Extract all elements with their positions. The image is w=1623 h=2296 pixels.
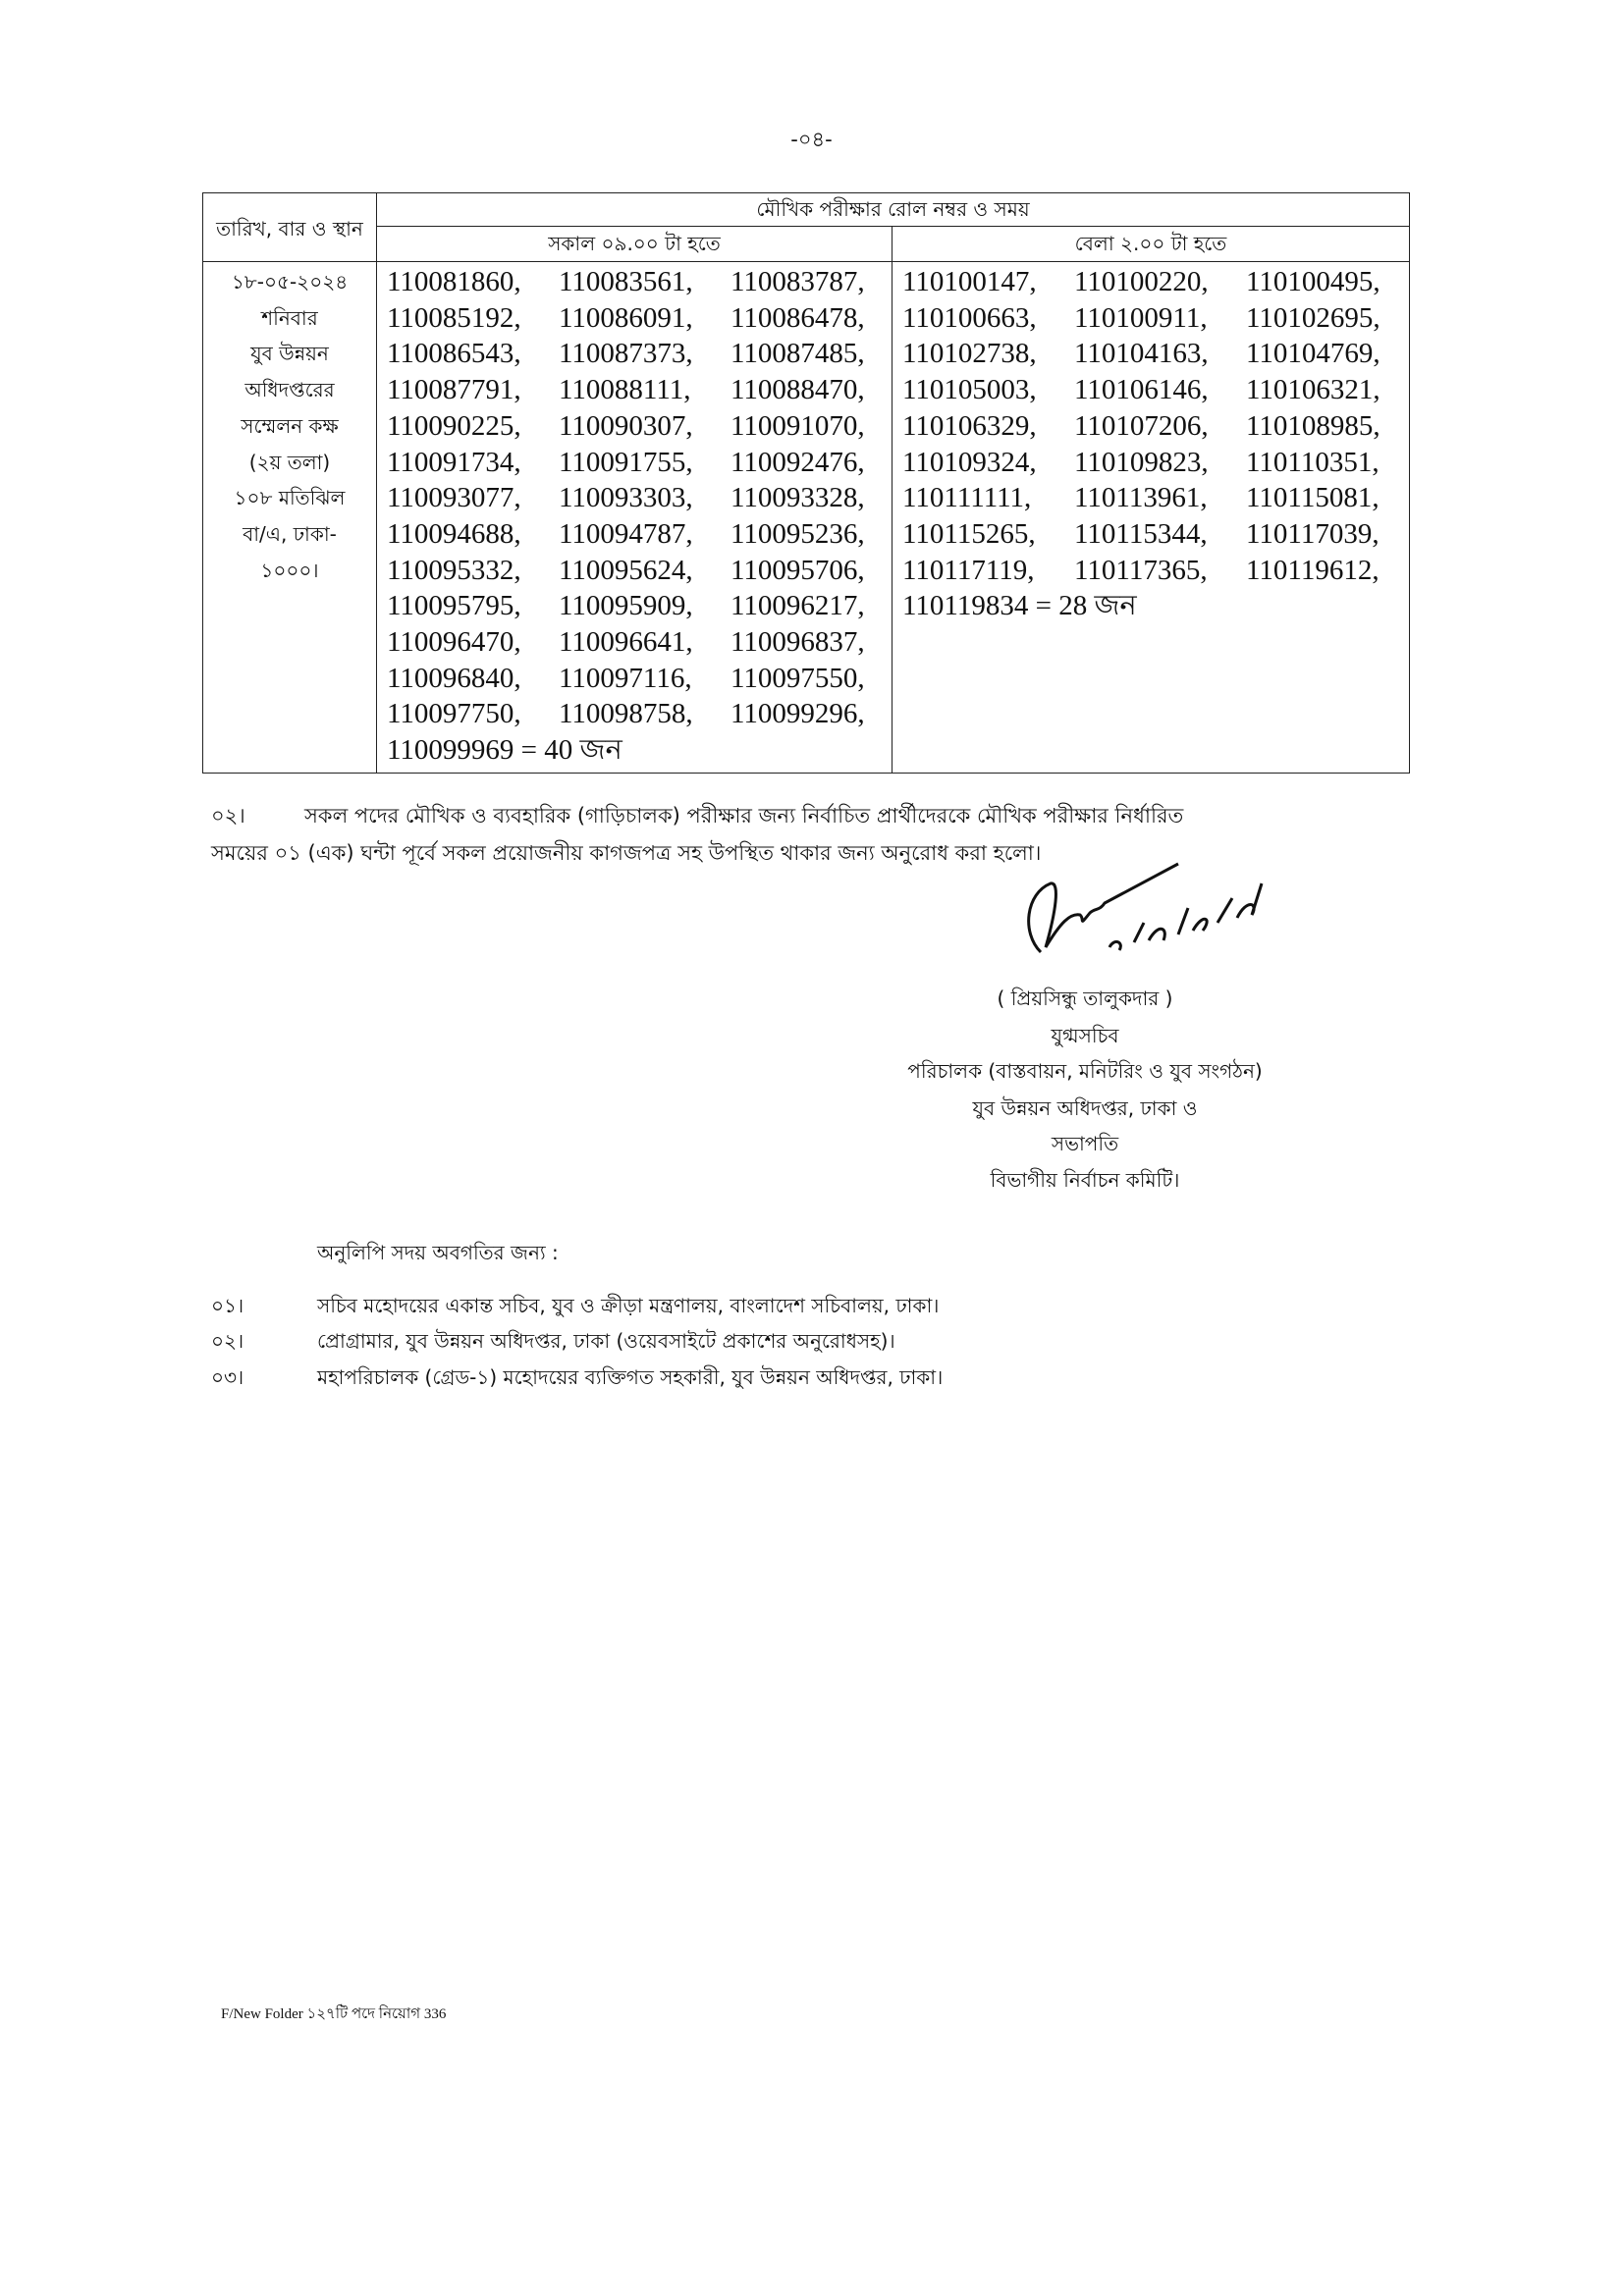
roll-number: 110097116, [559,662,692,694]
roll-number: 110106321, [1246,374,1380,406]
roll-number: 110105003, [902,374,1037,406]
roll-number: 110115344, [1074,517,1208,550]
place-line: ১৮-০৫-২০২৪ [231,270,349,294]
place-line: অধিদপ্তরের [244,378,335,402]
roll-number: 110106329, [902,409,1037,442]
roll-row [902,336,1409,372]
roll-number: 110086478, [730,301,865,334]
signatory-committee: বিভাগীয় নির্বাচন কমিটি। [990,1168,1180,1192]
afternoon-rolls-cell [893,262,1410,774]
roll-number: 110100911, [1074,301,1208,334]
note-line-1: সকল পদের মৌখিক ও ব্যবহারিক (গাড়িচালক) পরীক্ষার জন্য নির্বাচিত প্রার্থীদেরকে মৌখিক পরীক্ষার নির্ধারিত [304,804,1184,828]
main-header: মৌখিক পরীক্ষার রোল নম্বর ও সময় [377,193,1410,227]
roll-row [387,445,892,481]
roll-number: 110083561, [559,266,693,297]
roll-number: 110088111, [559,374,691,406]
roll-number: 110102695, [1246,301,1380,334]
roll-number: 110098758, [559,698,693,730]
roll-number: 110109324, [902,446,1037,478]
roll-number: 110083787, [730,266,865,297]
signatory-office: যুব উন্নয়ন অধিদপ্তর, ঢাকা ও [972,1096,1198,1120]
signatory-name: ( প্রিয়সিন্ধু তালুকদার ) [997,987,1173,1010]
copy-item-text: সচিব মহোদয়ের একান্ত সচিব, যুব ও ক্রীড়া মন্ত্রণালয়, বাংলাদেশ সচিবালয়, ঢাকা। [317,1294,940,1317]
roll-number: 110119612, [1246,554,1380,586]
roll-number: 110096837, [730,626,865,659]
roll-number: 110090307, [559,409,693,442]
roll-number: 110081860, [387,266,521,297]
roll-row [387,264,892,300]
roll-row [387,516,892,553]
roll-number: 110093303, [559,482,693,514]
roll-number: 110107206, [1074,409,1209,442]
roll-number: 110093328, [730,482,865,514]
roll-number: 110113961, [1074,482,1208,514]
roll-row [387,696,892,732]
roll-number: 110091755, [559,446,693,478]
roll-number: 110087791, [387,374,521,406]
roll-row [387,300,892,337]
file-path-footer: F/New Folder ১২৭টি পদে নিয়োগ 336 [221,2006,447,2022]
roll-number: 110115265, [902,517,1036,550]
roll-number: 110100220, [1074,266,1209,297]
place-line: ১০৮ মতিঝিল [234,486,346,510]
roll-number: 110117039, [1246,517,1380,550]
roll-number: 110092476, [730,446,865,478]
roll-total: 110099969 = 40 জন [387,734,622,767]
roll-number: 110086091, [559,301,693,334]
roll-number: 110100495, [1246,266,1380,297]
copy-item-text: মহাপরিচালক (গ্রেড-১) মহোদয়ের ব্যক্তিগত সহকারী, যুব উন্নয়ন অধিদপ্তর, ঢাকা। [317,1365,944,1389]
roll-number: 110100147, [902,266,1037,297]
roll-number: 110091070, [730,409,865,442]
roll-number: 110096641, [559,626,693,659]
roll-row [387,624,892,661]
roll-number: 110091734, [387,446,521,478]
roll-number: 110117119, [902,554,1035,586]
copy-item-number: ০১। [211,1294,244,1317]
roll-row [387,336,892,372]
roll-number: 110086543, [387,338,521,370]
roll-row [387,480,892,516]
roll-number: 110115081, [1246,482,1380,514]
place-line: (২য় তলা) [248,450,331,474]
morning-rolls-cell [377,262,893,774]
roll-row [902,553,1409,589]
roll-number: 110095236, [730,517,865,550]
roll-number: 110087485, [730,338,865,370]
roll-number: 110097550, [730,662,865,694]
exam-schedule-table [202,192,1410,774]
roll-row [902,516,1409,553]
copy-item-number: ০২। [211,1329,244,1353]
note-number: ০২। [211,804,245,828]
roll-row [387,372,892,408]
roll-number: 110095624, [559,554,693,586]
page-number: -০৪- [790,128,833,151]
signatory-chair: সভাপতি [1051,1132,1119,1155]
roll-row [387,408,892,445]
roll-number: 110095332, [387,554,521,586]
roll-number: 110108985, [1246,409,1380,442]
place-line: যুব উন্নয়ন [250,342,329,366]
roll-number: 110109823, [1074,446,1209,478]
roll-number: 110117365, [1074,554,1208,586]
roll-number: 110085192, [387,301,521,334]
afternoon-header: বেলা ২.০০ টা হতে [893,227,1410,262]
place-line: বা/এ, ঢাকা- [243,521,337,546]
copy-item-number: ০৩। [211,1365,244,1389]
roll-row [902,480,1409,516]
handwritten-signature [1001,854,1296,972]
roll-row [902,445,1409,481]
roll-number: 110106146, [1074,374,1209,406]
copy-item-text: প্রোগ্রামার, যুব উন্নয়ন অধিদপ্তর, ঢাকা (ওয়েবসাইটে প্রকাশের অনুরোধসহ)। [317,1329,895,1353]
roll-number: 110087373, [559,338,693,370]
date-place-cell [203,262,377,774]
roll-number: 110102738, [902,338,1037,370]
signatory-designation: যুগ্মসচিব [1051,1024,1119,1047]
roll-row [902,300,1409,337]
place-line: ১০০০। [260,558,319,582]
place-line: শনিবার [261,305,318,330]
roll-number: 110104769, [1246,338,1380,370]
roll-number: 110100663, [902,301,1037,334]
roll-number: 110099296, [730,698,865,730]
roll-row [387,588,892,624]
date-place-header [203,193,377,262]
roll-row [387,553,892,589]
roll-number: 110096217, [730,590,865,622]
roll-number: 110097750, [387,698,521,730]
roll-number: 110090225, [387,409,521,442]
roll-number: 110096470, [387,626,521,659]
roll-row [902,264,1409,300]
roll-number: 110095795, [387,590,521,622]
roll-total: 110119834 = 28 জন [902,590,1137,622]
morning-header: সকাল ০৯.০০ টা হতে [377,227,893,262]
signatory-role: পরিচালক (বাস্তবায়ন, মনিটরিং ও যুব সংগঠন) [907,1059,1263,1083]
roll-row [902,408,1409,445]
roll-number: 110095909, [559,590,693,622]
place-line: সম্মেলন কক্ষ [241,413,339,438]
roll-number: 110111111, [902,482,1032,514]
roll-row [387,661,892,697]
roll-number: 110095706, [730,554,865,586]
date-place-header-text: তারিখ, বার ও স্থান [216,216,363,240]
roll-number: 110110351, [1246,446,1380,478]
roll-row [902,372,1409,408]
roll-number: 110093077, [387,482,521,514]
roll-number: 110094787, [559,517,693,550]
roll-number: 110094688, [387,517,521,550]
roll-number: 110104163, [1074,338,1209,370]
copies-heading: অনুলিপি সদয় অবগতির জন্য : [317,1241,559,1264]
roll-number: 110096840, [387,662,521,694]
roll-number: 110088470, [730,374,865,406]
note-line-2: সময়ের ০১ (এক) ঘন্টা পূর্বে সকল প্রয়োজনীয় কাগজপত্র সহ উপস্থিত থাকার জন্য অনুরোধ করা হলো। [211,841,1042,865]
